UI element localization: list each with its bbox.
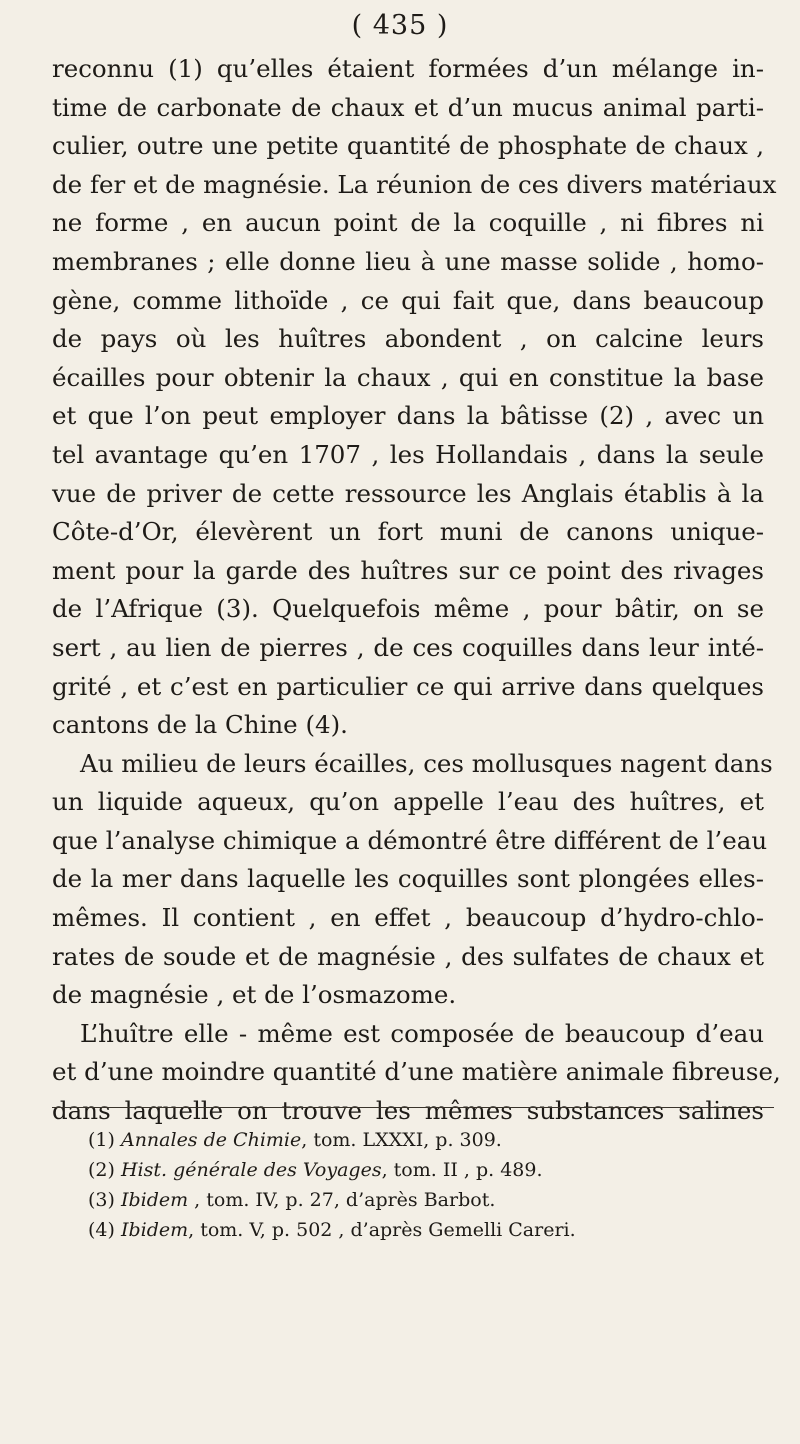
page-number: ( 435 ): [351, 10, 449, 41]
footnotes: [88, 1125, 758, 1245]
footnote-title: Hist. générale des Voyages: [120, 1159, 382, 1181]
footnote-divider: [52, 1107, 774, 1108]
text-line: tel avantage qu’en 1707 , les Hollandais , dans la seule: [52, 439, 764, 469]
text-line: de pays où les huîtres abondent , on calcine leurs: [52, 324, 764, 354]
text-line: de l’Afrique (3). Quelquefois même , pour bâtir, on se: [52, 594, 764, 624]
text-line: grité , et c’est en particulier ce qui arrive dans quelques: [52, 671, 764, 701]
footnote-title: Ibidem: [120, 1189, 189, 1211]
text-line: que l’analyse chimique a démontré être différent de l’eau: [52, 825, 768, 855]
text-line: écailles pour obtenir la chaux , qui en constitue la base: [52, 362, 764, 392]
text-line: cantons de la Chine (4).: [52, 710, 348, 740]
text-line: reconnu (1) qu’elles étaient formées d’un mélange in-: [52, 54, 764, 83]
footnote-title: Ibidem: [120, 1219, 189, 1241]
footnote-title: Annales de Chimie: [120, 1129, 302, 1151]
text-line: Au milieu de leurs écailles, ces mollusques nagent dans: [80, 748, 773, 778]
text-line: et que l’on peut employer dans la bâtisse (2) , avec un: [52, 401, 764, 431]
footnote: (2) Hist. générale des Voyages, tom. II , p. 489.: [88, 1159, 543, 1181]
text-line: de fer et de magnésie. La réunion de ces divers matériaux: [52, 169, 777, 199]
text-line: mêmes. Il contient , en effet , beaucoup d’hydro-chlo-: [52, 903, 764, 933]
text-line: un liquide aqueux, qu’on appelle l’eau des huîtres, et: [52, 787, 764, 817]
text-line: time de carbonate de chaux et d’un mucus animal parti-: [52, 92, 764, 122]
text-line: rates de soude et de magnésie , des sulfates de chaux et: [52, 941, 764, 971]
text-line: vue de priver de cette ressource les Anglais établis à la: [52, 478, 764, 508]
text-line: Côte-d’Or, élevèrent un fort muni de canons unique-: [52, 517, 764, 547]
main-text: [52, 50, 781, 1131]
footnote: (1) Annales de Chimie, tom. LXXXI, p. 309.: [88, 1129, 502, 1151]
text-line: culier, outre une petite quantité de phosphate de chaux ,: [52, 131, 764, 161]
text-line: et d’une moindre quantité d’une matière animale fibreuse,: [52, 1057, 781, 1087]
text-line: de magnésie , et de l’osmazome.: [52, 980, 457, 1010]
text-line: L’huître elle - même est composée de beaucoup d’eau: [80, 1018, 764, 1048]
text-line: dans laquelle on trouve les mêmes substances salines: [52, 1096, 764, 1126]
text-line: sert , au lien de pierres , de ces coquilles dans leur inté-: [52, 632, 764, 662]
text-line: gène, comme lithoïde , ce qui fait que, dans beaucoup: [52, 285, 764, 315]
footnote: (4) Ibidem, tom. V, p. 502 , d’après Gemelli Careri.: [88, 1219, 576, 1241]
footnote: (3) Ibidem , tom. IV, p. 27, d’après Barbot.: [88, 1189, 496, 1211]
text-line: ment pour la garde des huîtres sur ce point des rivages: [52, 555, 764, 585]
text-line: de la mer dans laquelle les coquilles sont plongées elles-: [52, 864, 764, 894]
text-line: ne forme , en aucun point de la coquille , ni fibres ni: [52, 208, 764, 238]
text-line: membranes ; elle donne lieu à une masse solide , homo-: [52, 246, 764, 276]
